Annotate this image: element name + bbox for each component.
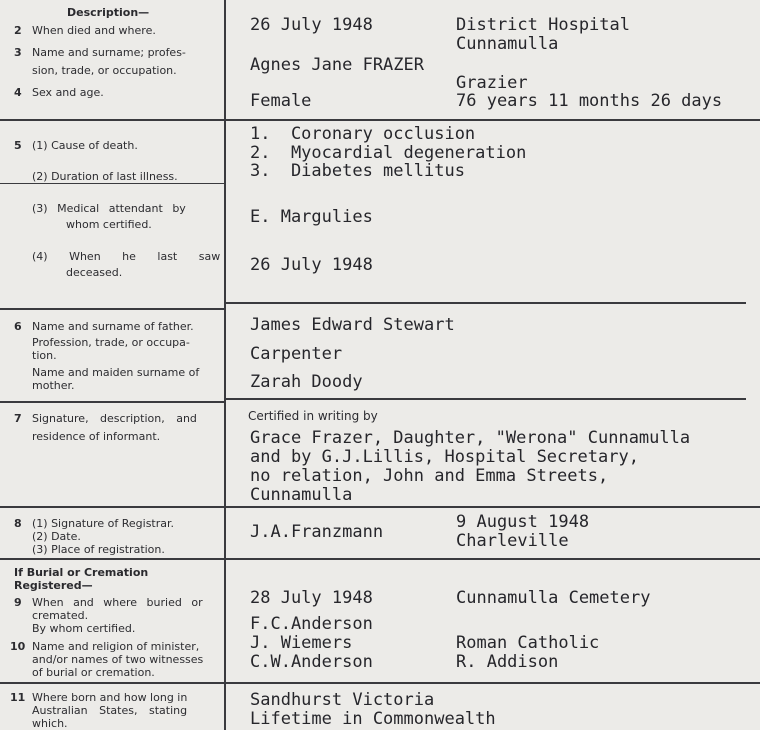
registration-place-value: Charleville — [456, 531, 569, 551]
field-6-label-3: tion. — [32, 349, 57, 362]
field-5-3-label: (3) Medical attendant by — [32, 202, 186, 215]
field-8-label: 8 (1) Signature of Registrar. — [14, 517, 175, 530]
field-3-label: 3 Name and surname; profes- — [14, 46, 186, 59]
field-7-label: 7 Signature, description, and — [14, 412, 197, 425]
cause-of-death-1: 1. Coronary occlusion — [250, 124, 476, 144]
informant-line-4: Cunnamulla — [250, 485, 353, 505]
field-8-label-2: (2) Date. — [32, 530, 81, 543]
field-5-2-label: (2) Duration of last illness. — [32, 170, 178, 183]
field-6-label-5: mother. — [32, 379, 75, 392]
father-value: James Edward Stewart — [250, 315, 455, 335]
informant-line-2: and by G.J.Lillis, Hospital Secretary, — [250, 447, 639, 467]
field-10-label: 10 Name and religion of minister, — [10, 640, 200, 653]
field-11-label-2: Australian States, stating — [32, 704, 188, 717]
burial-date-value: 28 July 1948 — [250, 588, 373, 608]
registrar-value: J.A.Franzmann — [250, 522, 384, 542]
field-7-label-cont: residence of informant. — [32, 430, 161, 443]
informant-line-3: no relation, John and Emma Streets, — [250, 466, 609, 486]
column-divider — [224, 0, 226, 730]
field-5-1-label: 5 (1) Cause of death. — [14, 139, 138, 152]
field-5-4-label: (4) When he last saw — [32, 250, 221, 263]
row-divider — [0, 119, 760, 121]
field-8-label-3: (3) Place of registration. — [32, 543, 165, 556]
row-divider — [0, 401, 226, 403]
row-divider — [0, 558, 760, 560]
row-divider — [226, 398, 746, 400]
field-6-label-4: Name and maiden surname of — [32, 366, 200, 379]
row-divider — [0, 506, 760, 508]
age-value: 76 years 11 months 26 days — [456, 91, 723, 111]
sex-value: Female — [250, 91, 312, 111]
field-11-label-3: which. — [32, 717, 68, 730]
cause-of-death-2: 2. Myocardial degeneration — [250, 143, 527, 163]
mother-value: Zarah Doody — [250, 372, 363, 392]
field-11-label: 11 Where born and how long in — [10, 691, 188, 704]
row-divider — [226, 302, 746, 304]
row-divider — [0, 682, 760, 684]
description-heading: Description— — [67, 6, 150, 19]
informant-line-1: Grace Frazer, Daughter, "Werona" Cunnamulla — [250, 428, 691, 448]
field-10-label-2: and/or names of two witnesses — [32, 653, 204, 666]
cause-of-death-3: 3. Diabetes mellitus — [250, 161, 465, 181]
field-9-label-2: cremated. — [32, 609, 89, 622]
last-saw-value: 26 July 1948 — [250, 255, 373, 275]
field-9-label: 9 When and where buried or — [14, 596, 203, 609]
certifier-value: F.C.Anderson — [250, 614, 373, 634]
field-9-label-3: By whom certified. — [32, 622, 136, 635]
field-3-label-cont: sion, trade, or occupation. — [32, 64, 177, 77]
religion-value: Roman Catholic — [456, 633, 600, 653]
burial-heading: If Burial or Cremation — [14, 566, 149, 579]
field-2-label: 2 When died and where. — [14, 24, 156, 37]
minister-value: J. Wiemers — [250, 633, 353, 653]
field-4-label: 4 Sex and age. — [14, 86, 104, 99]
field-10-label-3: of burial or cremation. — [32, 666, 155, 679]
father-occupation-value: Carpenter — [250, 344, 343, 364]
burial-place-value: Cunnamulla Cemetery — [456, 588, 651, 608]
death-date-value: 26 July 1948 — [250, 15, 373, 35]
death-place-value-2: Cunnamulla — [456, 34, 559, 54]
attendant-value: E. Margulies — [250, 207, 373, 227]
certified-label: Certified in writing by — [248, 409, 378, 423]
field-5-3-label-cont: whom certified. — [66, 218, 152, 231]
field-6-label-2: Profession, trade, or occupa- — [32, 336, 190, 349]
registration-date-value: 9 August 1948 — [456, 512, 590, 532]
death-place-value: District Hospital — [456, 15, 630, 35]
row-divider — [0, 308, 226, 310]
witness-2-value: R. Addison — [456, 652, 559, 672]
burial-heading-cont: Registered— — [14, 579, 93, 592]
residence-value: Lifetime in Commonwealth — [250, 709, 496, 729]
field-5-4-label-cont: deceased. — [66, 266, 123, 279]
witness-1-value: C.W.Anderson — [250, 652, 373, 672]
birthplace-value: Sandhurst Victoria — [250, 690, 435, 710]
occupation-value: Grazier — [456, 73, 528, 93]
name-value: Agnes Jane FRAZER — [250, 55, 424, 75]
row-divider — [0, 183, 224, 184]
field-6-label: 6 Name and surname of father. — [14, 320, 194, 333]
